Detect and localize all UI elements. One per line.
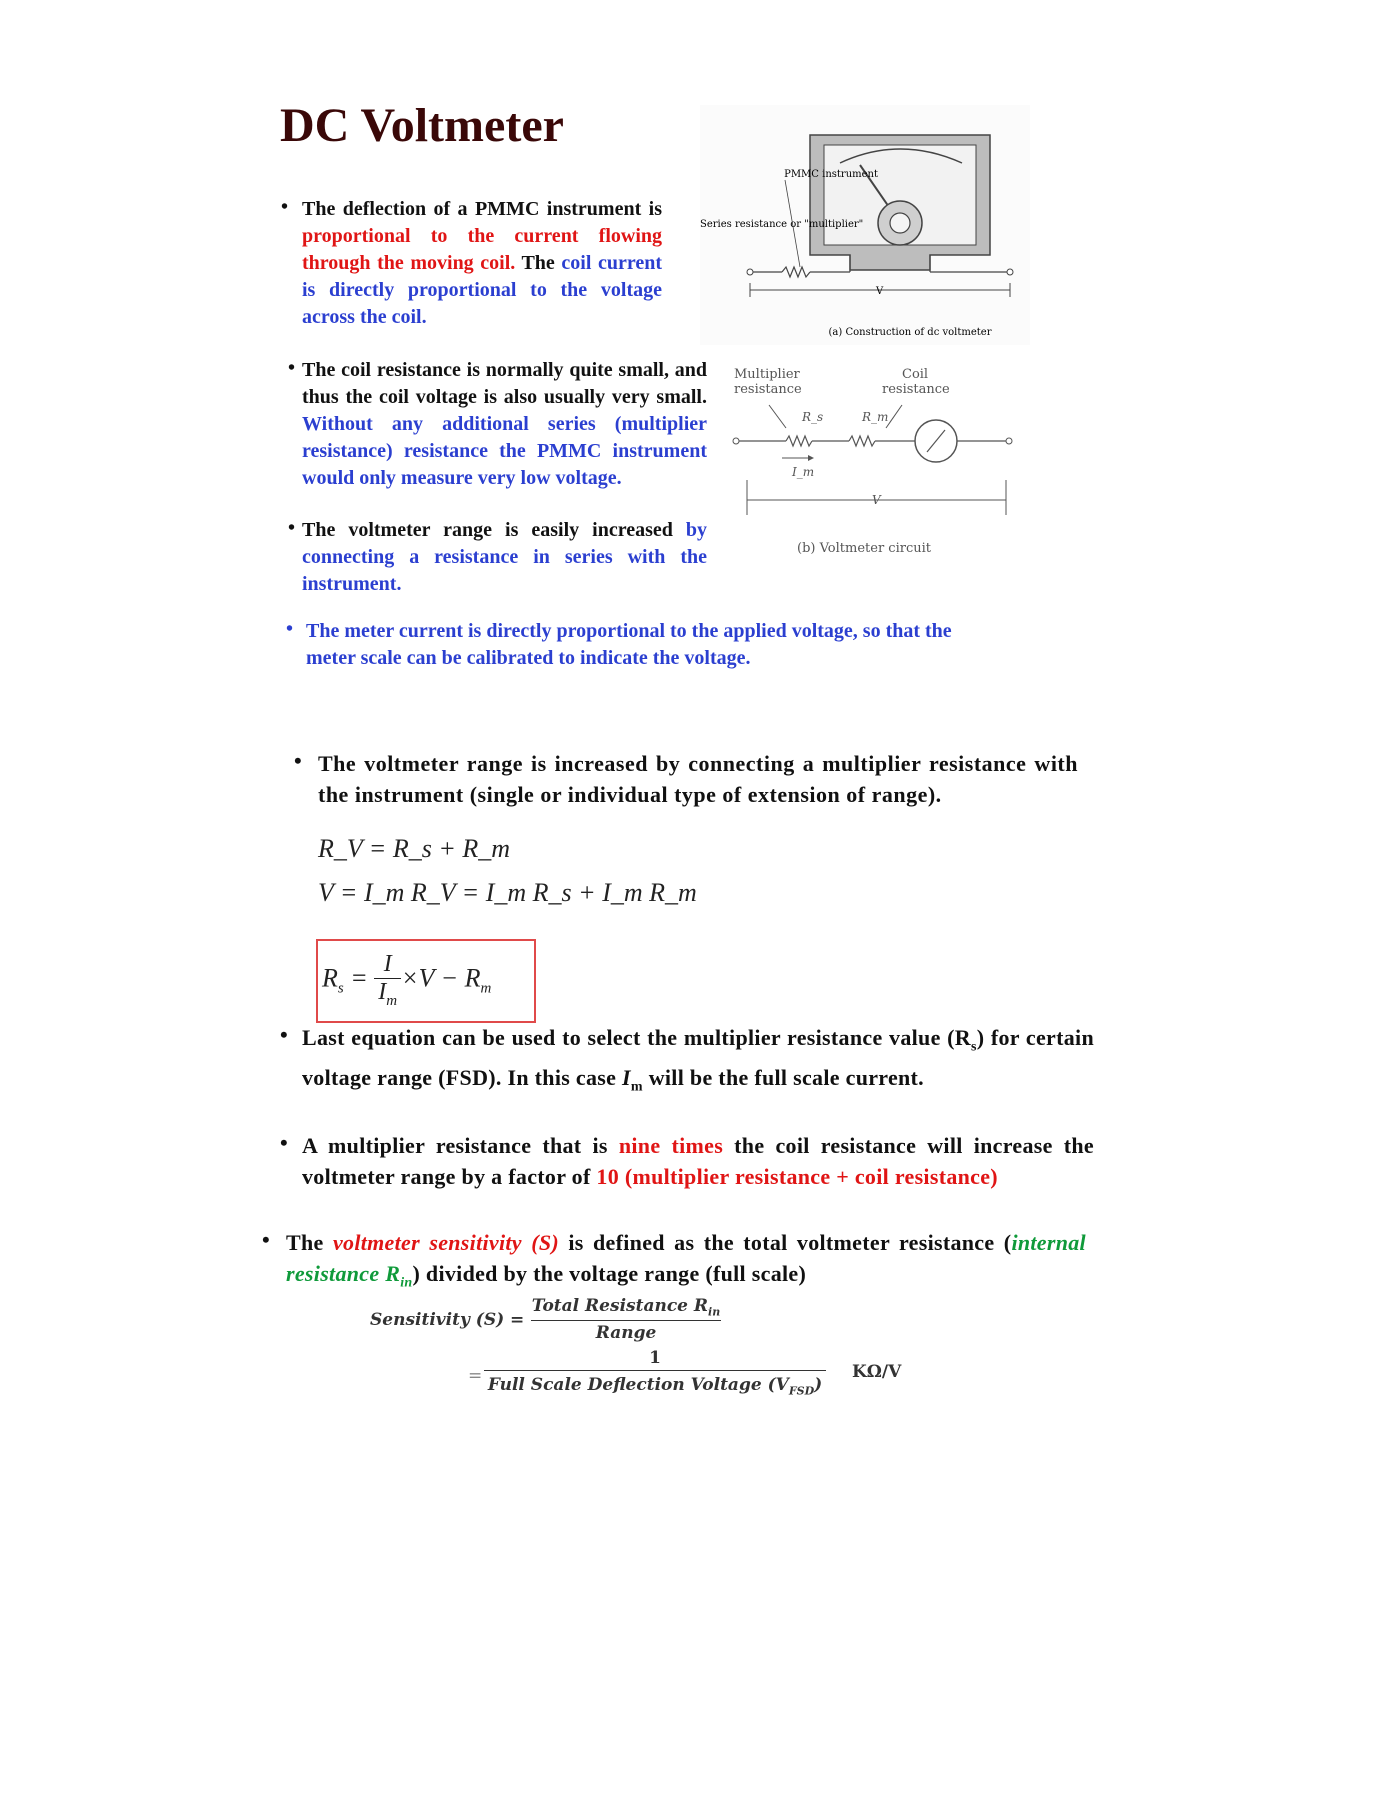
bullet: • xyxy=(281,196,289,218)
figure-caption-b: (b) Voltmeter circuit xyxy=(797,541,931,556)
text-sub: in xyxy=(708,1305,721,1319)
paragraph-sensitivity xyxy=(286,1227,1086,1298)
paragraph-multiplier-extension: The voltmeter range is increased by connecting a multiplier resistance with the instrument (single or individual type of extension of range). xyxy=(318,751,1078,807)
equation-rv: R_V = R_s + R_m xyxy=(318,834,511,863)
bullet: • xyxy=(262,1227,270,1252)
text: Total Resistance R xyxy=(531,1296,709,1316)
paragraph-last-equation xyxy=(302,1022,1094,1103)
boxed-equation xyxy=(316,939,536,1023)
sensitivity-numerator-1 xyxy=(531,1296,721,1321)
text: The xyxy=(521,252,555,274)
rs-label: R_s xyxy=(802,410,824,424)
text: Last equation can be used to select the multiplier resistance value (R xyxy=(302,1025,971,1050)
im-label: I_m xyxy=(792,465,815,479)
text: The voltmeter range is easily increased xyxy=(302,519,673,541)
text-highlight: nine times xyxy=(618,1133,724,1158)
equation-rs: $R_s$ = $\frac{I}{I_m}$ $\times V - R_m$ xyxy=(322,951,492,1009)
text: The coil resistance is normally quite small, and thus the coil voltage is also usually very small. xyxy=(302,359,707,408)
page-title: DC Voltmeter xyxy=(280,99,564,152)
text-sub: in xyxy=(400,1275,413,1291)
bullet: • xyxy=(280,1130,288,1155)
coil-label-line2: resistance xyxy=(882,382,950,397)
figure-caption-a: (a) Construction of dc voltmeter xyxy=(828,327,992,338)
equation-v: V = I_m R_V = I_m R_s + I_m R_m xyxy=(318,878,697,907)
text: The deflection of a PMMC instrument is xyxy=(302,198,662,220)
pmmc-label: PMMC instrument xyxy=(784,169,878,180)
paragraph-pmmc-deflection xyxy=(302,196,662,331)
multiplier-label: Multiplier xyxy=(734,367,800,382)
dc-voltmeter-construction-diagram xyxy=(700,105,1030,345)
paragraph-range-increase xyxy=(302,517,707,598)
text-highlight: proportional to the current flowing through the moving coil. xyxy=(302,225,662,274)
voltage-label: V xyxy=(876,286,884,297)
text-sub: FSD xyxy=(788,1384,815,1398)
text-highlight: Without any additional series (multiplier resistance) resistance the PMMC instrument would only measure very low voltage. xyxy=(302,413,707,489)
bullet: • xyxy=(288,357,296,379)
sensitivity-unit: KΩ/V xyxy=(852,1362,902,1382)
text-highlight: internal resistance R xyxy=(286,1230,1086,1286)
bullet: • xyxy=(280,1022,288,1047)
paragraph-nine-times xyxy=(302,1130,1094,1192)
series-resistance-label: Series resistance or "multiplier" xyxy=(700,219,864,230)
text-italic: I xyxy=(622,1065,631,1091)
v-label: V xyxy=(872,493,881,507)
text-highlight: voltmeter sensitivity (S) xyxy=(332,1230,559,1255)
rm-label: R_m xyxy=(862,410,889,424)
text-highlight: 10 (multiplier resistance + coil resistance) xyxy=(596,1164,998,1189)
sensitivity-denominator-1: Range xyxy=(595,1323,657,1343)
text: ) for certain voltage range (FSD). In this case xyxy=(302,1025,1094,1091)
text-highlight: coil current is directly proportional to the voltage across the coil. xyxy=(302,252,663,328)
text: is defined as the total voltmeter resistance ( xyxy=(568,1230,1012,1255)
sensitivity-denominator-2: Full Scale Deflection Voltage $(V_{FSD})$ xyxy=(487,1375,823,1398)
paragraph-meter-current: The meter current is directly proportional to the applied voltage, so that the meter scale can be calibrated to indicate the voltage. xyxy=(306,620,952,669)
paragraph-coil-resistance xyxy=(302,357,707,492)
coil-label: Coil xyxy=(902,367,929,382)
text: Full Scale Deflection Voltage (V xyxy=(487,1375,789,1395)
equals-sign: = xyxy=(468,1366,483,1386)
text: A multiplier resistance that is xyxy=(302,1133,608,1158)
text-highlight: by connecting a resistance in series with the instrument. xyxy=(302,519,707,595)
text: ) divided by the voltage range (full scale) xyxy=(412,1261,807,1286)
multiplier-label-line2: resistance xyxy=(734,382,802,397)
bullet: • xyxy=(286,618,294,640)
text: the coil resistance will increase the voltmeter range by a factor of xyxy=(302,1133,1094,1189)
voltmeter-circuit-diagram xyxy=(724,360,1024,560)
sensitivity-lhs: Sensitivity (S) = xyxy=(370,1310,525,1330)
bullet: • xyxy=(294,748,302,773)
text: will be the full scale current. xyxy=(648,1065,924,1091)
text: The xyxy=(286,1230,324,1255)
bullet: • xyxy=(288,517,296,539)
text-sub: s xyxy=(970,1039,977,1055)
sensitivity-numerator-2: 1 xyxy=(484,1348,826,1371)
text-sub: m xyxy=(630,1079,643,1095)
